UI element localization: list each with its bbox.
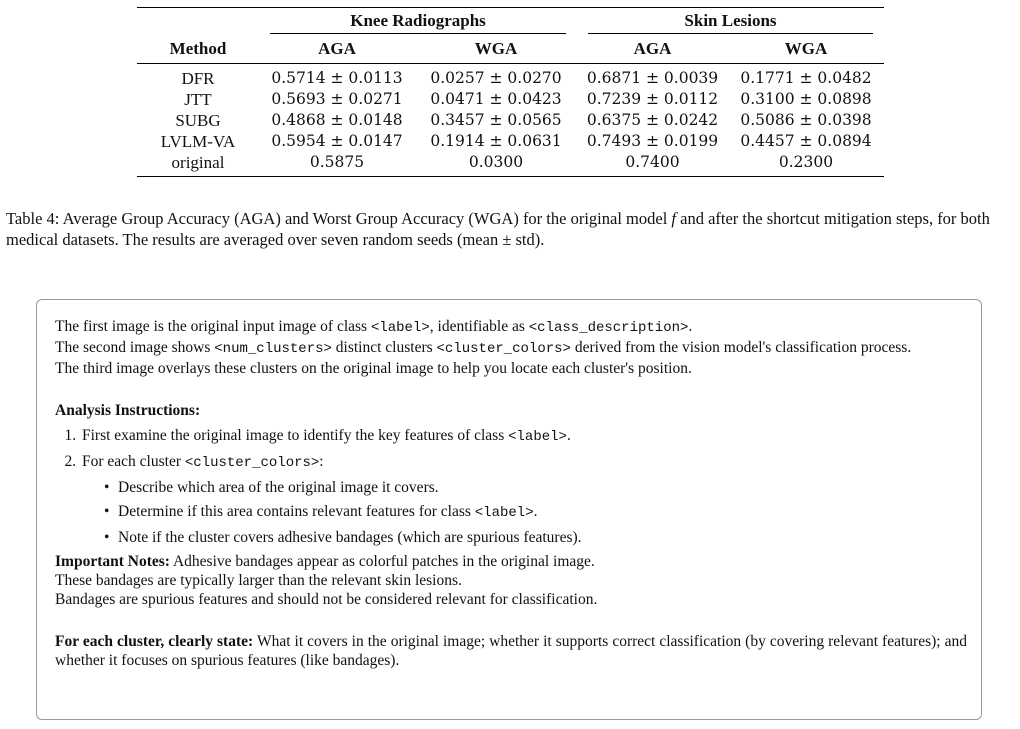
value-cell: 0.2300 [778, 153, 834, 171]
list-item: • Note if the cluster covers adhesive bandages (which are spurious features). [104, 528, 967, 547]
analysis-heading: Analysis Instructions: [55, 402, 201, 419]
placeholder-token: <label> [474, 505, 534, 521]
caption-text: Average Group Accuracy (AGA) and Worst Group Accuracy (WGA) for the original model [62, 209, 668, 228]
empty-corner [137, 8, 259, 35]
table-sub-header-row [137, 34, 884, 64]
caption-label: Table 4: [6, 209, 60, 228]
prompt-line-2: The second image shows <num_clusters> distinct clusters <cluster_colors> derived from the vision model's classification process. [55, 339, 912, 357]
value-cell: 0.1771 ± 0.0482 [740, 69, 872, 87]
group-header-skin: Skin Lesions [577, 8, 884, 35]
notes-line-2: These bandages are typically larger than the relevant skin lesions. [55, 572, 462, 589]
group-header-knee: Knee Radiographs [259, 8, 577, 35]
value-cell: 0.5875 [309, 153, 365, 171]
value-cell: 0.5086 ± 0.0398 [740, 111, 872, 129]
method-cell: original [171, 153, 225, 172]
notes-line-1: Important Notes: Adhesive bandages appear as colorful patches in the original image. [55, 553, 595, 570]
list-item: 1. First examine the original image to identify the key features of class <label>. [80, 426, 967, 447]
analysis-steps [55, 426, 967, 547]
value-cell: 0.4868 ± 0.0148 [271, 111, 403, 129]
method-header: Method [137, 34, 259, 64]
value-cell: 0.0257 ± 0.0270 [430, 69, 562, 87]
placeholder-token: <label> [508, 429, 567, 445]
value-cell: 0.5693 ± 0.0271 [271, 90, 403, 108]
list-item: • Determine if this area contains relevant features for class <label>. [104, 502, 967, 523]
caption-text-continued: and after the shortcut mitigation steps, for both medical datasets. The results are averaged over seven random seeds (mean ± std). [6, 209, 990, 249]
value-cell: 0.7493 ± 0.0199 [586, 132, 719, 150]
method-cell: LVLM-VA [160, 132, 236, 151]
list-item: • Describe which area of the original image it covers. [104, 478, 967, 497]
table-group-header-row [137, 8, 884, 35]
placeholder-token: <num_clusters> [214, 341, 332, 357]
sub-header-aga-skin: AGA [577, 34, 728, 64]
table-row [137, 110, 884, 131]
sub-header-wga-knee: WGA [415, 34, 577, 64]
table-row [137, 64, 884, 90]
notes-line-3: Bandages are spurious features and should not be considered relevant for classification. [55, 591, 598, 608]
state-heading: For each cluster, clearly state: [55, 633, 254, 650]
placeholder-token: <label> [370, 320, 430, 336]
value-cell: 0.7400 [625, 153, 680, 171]
state-paragraph: For each cluster, clearly state: What it covers in the original image; whether it supports correct classification (by covering relevant features); and whether it focuses on spurious features (like bandages). [55, 633, 967, 669]
table-row [137, 152, 884, 177]
list-item: 2. For each cluster <cluster_colors>: • Describe which area of the original image it covers. • Determine if this area contains relevant features for class <label>. • Note if the cluster covers adhesive bandages (which are spurious features). [80, 452, 967, 547]
table-row [137, 89, 884, 110]
method-cell: DFR [181, 69, 215, 88]
value-cell: 0.6375 ± 0.0242 [586, 111, 719, 129]
value-cell: 0.3457 ± 0.0565 [430, 111, 562, 129]
results-table [137, 7, 884, 177]
sub-header-wga-skin: WGA [728, 34, 884, 64]
placeholder-token: <cluster_colors> [184, 455, 320, 471]
value-cell: 0.5714 ± 0.0113 [271, 69, 403, 87]
table-row [137, 131, 884, 152]
prompt-line-3: The third image overlays these clusters on the original image to help you locate each cluster's position. [55, 360, 692, 377]
value-cell: 0.7239 ± 0.0112 [586, 90, 719, 108]
placeholder-token: <class_description> [528, 320, 689, 336]
placeholder-token: <cluster_colors> [436, 341, 571, 357]
method-cell: JTT [184, 90, 212, 109]
caption-variable: f [671, 209, 676, 228]
table-caption [6, 208, 1016, 250]
sub-header-aga-knee: AGA [259, 34, 415, 64]
value-cell: 0.1914 ± 0.0631 [430, 132, 562, 150]
prompt-line-1: The first image is the original input image of class <label>, identifiable as <class_description>. [55, 318, 693, 336]
notes-heading: Important Notes: [55, 553, 170, 570]
value-cell: 0.0471 ± 0.0423 [430, 90, 562, 108]
value-cell: 0.3100 ± 0.0898 [740, 90, 872, 108]
prompt-box [36, 299, 982, 720]
method-cell: SUBG [175, 111, 221, 130]
value-cell: 0.0300 [468, 153, 524, 171]
value-cell: 0.4457 ± 0.0894 [740, 132, 872, 150]
value-cell: 0.5954 ± 0.0147 [271, 132, 403, 150]
value-cell: 0.6871 ± 0.0039 [586, 69, 719, 87]
cluster-checklist [82, 478, 967, 547]
